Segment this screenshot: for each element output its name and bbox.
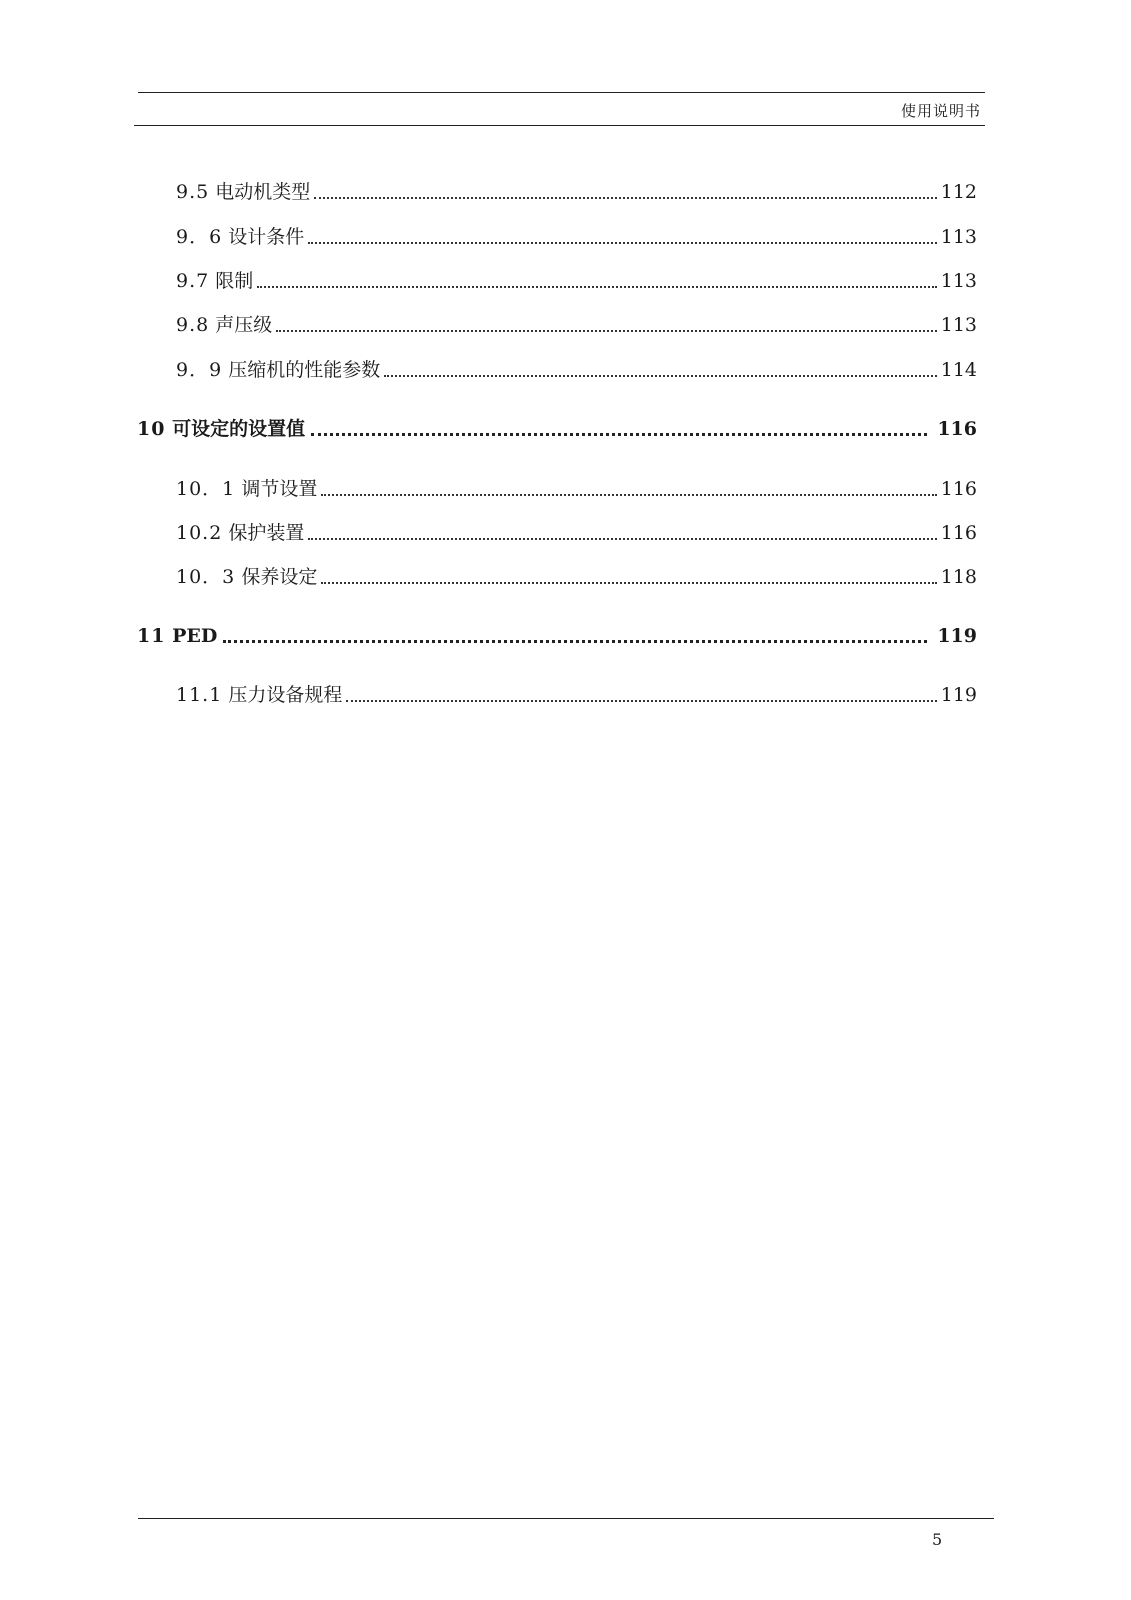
toc-entry-title: 限制: [215, 270, 254, 292]
toc-entry[interactable]: [176, 222, 977, 252]
toc-entry-page: 114: [940, 359, 977, 381]
toc-entry-number: 9．6: [176, 226, 223, 248]
toc-entry-number: 9．9: [176, 359, 223, 381]
toc-entry-number: 9.7: [176, 270, 210, 292]
toc-leader-dots: [308, 242, 936, 244]
toc-entry-number: 10．3: [176, 566, 236, 588]
toc-leader-dots: [314, 197, 936, 199]
footer-page-number: 5: [932, 1530, 943, 1549]
toc-entry[interactable]: [176, 474, 977, 504]
toc-entry-number: 11.1: [176, 684, 223, 706]
toc-entry-title: 压力设备规程: [228, 684, 343, 706]
toc-chapter-page: 119: [937, 625, 977, 647]
toc-entry-page: 116: [940, 478, 977, 500]
toc-entry[interactable]: [176, 177, 977, 207]
toc-leader-dots: [257, 286, 936, 288]
toc-entry-title: 保养设定: [241, 566, 318, 588]
toc-leader-dots: [346, 700, 936, 702]
toc-leader-dots: [321, 582, 936, 584]
toc-leader-dots: [311, 433, 927, 436]
toc-entry-page: 113: [940, 270, 977, 292]
toc-leader-dots: [223, 640, 927, 643]
toc-entry-page: 118: [940, 566, 977, 588]
toc-chapter-entry[interactable]: [137, 621, 977, 651]
toc-entry[interactable]: [176, 518, 977, 548]
toc-entry-page: 112: [940, 181, 977, 203]
toc-entry-page: 119: [940, 684, 977, 706]
header-rule-top: [138, 92, 985, 93]
toc-entry[interactable]: [176, 680, 977, 710]
toc-chapter-page: 116: [937, 418, 977, 440]
toc-entry-title: 设计条件: [228, 226, 305, 248]
toc-entry-number: 9.8: [176, 314, 210, 336]
toc-entry-title: 压缩机的性能参数: [228, 359, 381, 381]
header-rule-bottom: [134, 125, 985, 126]
toc-entry[interactable]: [176, 562, 977, 592]
toc-entry-page: 113: [940, 226, 977, 248]
toc-leader-dots: [308, 538, 936, 540]
toc-leader-dots: [276, 330, 936, 332]
toc-chapter-entry[interactable]: [137, 414, 977, 444]
header-title: 使用说明书: [900, 102, 981, 120]
toc-chapter-title: 可设定的设置值: [172, 418, 306, 440]
toc-leader-dots: [384, 375, 936, 377]
toc-entry-number: 9.5: [176, 181, 210, 203]
footer-rule: [138, 1518, 994, 1519]
toc-entry-number: 10．1: [176, 478, 236, 500]
toc-chapter-number: 11: [137, 625, 166, 647]
toc-leader-dots: [321, 494, 936, 496]
toc-entry[interactable]: [176, 266, 977, 296]
toc-chapter-number: 10: [137, 418, 166, 440]
toc-entry[interactable]: [176, 310, 977, 340]
toc-entry-page: 113: [940, 314, 977, 336]
toc-chapter-title: PED: [172, 625, 218, 647]
toc-entry-title: 声压级: [215, 314, 273, 336]
toc-entry-number: 10.2: [176, 522, 223, 544]
toc-entry-page: 116: [940, 522, 977, 544]
toc-entry[interactable]: [176, 355, 977, 385]
toc-entry-title: 调节设置: [241, 478, 318, 500]
toc-entry-title: 电动机类型: [215, 181, 311, 203]
toc-entry-title: 保护装置: [228, 522, 305, 544]
